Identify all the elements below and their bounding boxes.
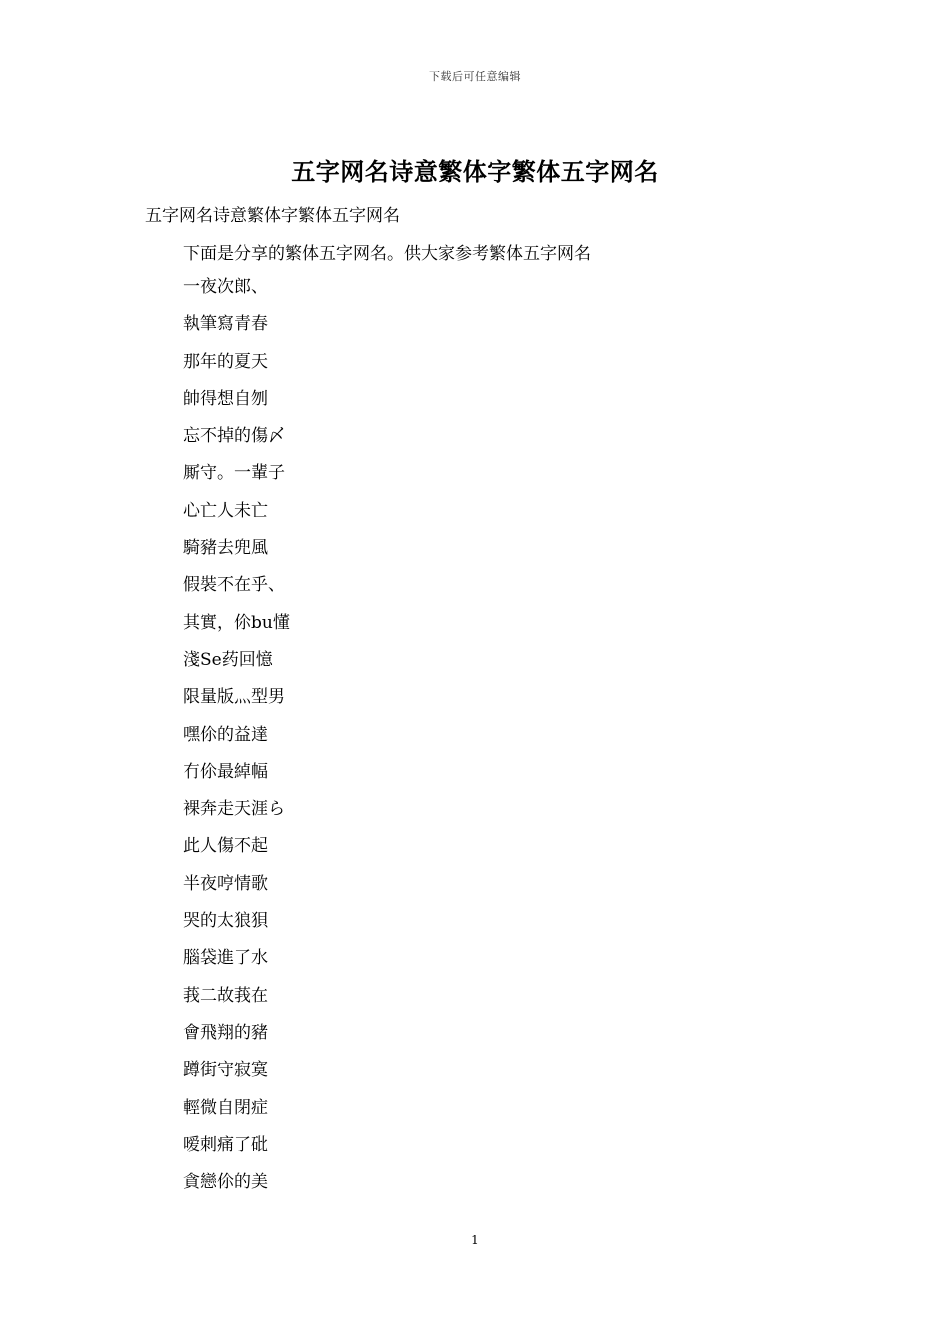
list-item: 輕微自閉症 <box>183 1097 268 1118</box>
list-item: 心亡人未亡 <box>183 500 268 521</box>
list-item: 執筆寫青春 <box>183 314 268 335</box>
page-header: 下载后可任意编辑 <box>429 70 521 83</box>
list-item: 帥得想自刎 <box>183 388 268 409</box>
list-item: 淺Se药回憶 <box>183 649 273 670</box>
page-number: 1 <box>471 1233 479 1247</box>
list-item: 限量版灬型男 <box>183 687 285 708</box>
document-title: 五字网名诗意繁体字繁体五字网名 <box>291 157 659 186</box>
list-item: 其實，伱bu懂 <box>183 612 290 633</box>
list-item: 騎豬去兜風 <box>183 538 268 559</box>
list-item: 蹲街守寂寞 <box>183 1060 268 1081</box>
list-item: 嗳刺痛了砒 <box>183 1134 268 1155</box>
list-item: 冇伱最綽幅 <box>183 761 268 782</box>
list-item: 莪二故莪在 <box>183 985 268 1006</box>
list-item: 哭的太狼狽 <box>183 911 268 932</box>
list-item: 嘿伱的益達 <box>183 724 268 745</box>
list-item: 厮守。一輩子 <box>183 463 285 484</box>
list-item: 會飛翔的豬 <box>183 1022 268 1043</box>
document-subtitle: 五字网名诗意繁体字繁体五字网名 <box>145 206 400 226</box>
list-item: 假裝不在乎、 <box>183 575 285 596</box>
list-item: 腦袋進了水 <box>183 948 268 969</box>
list-item: 半夜哼情歌 <box>183 873 268 894</box>
name-list <box>183 276 290 1208</box>
list-item: 忘不掉的傷〆 <box>183 426 285 447</box>
list-item: 一夜次郎、 <box>183 277 268 297</box>
list-item: 貪戀伱的美 <box>183 1172 268 1193</box>
list-item: 裸奔走天涯ら <box>183 799 285 820</box>
list-item: 那年的夏天 <box>183 351 268 372</box>
intro-paragraph: 下面是分享的繁体五字网名。供大家参考繁体五字网名 <box>183 244 591 264</box>
list-item: 此人傷不起 <box>183 836 268 857</box>
